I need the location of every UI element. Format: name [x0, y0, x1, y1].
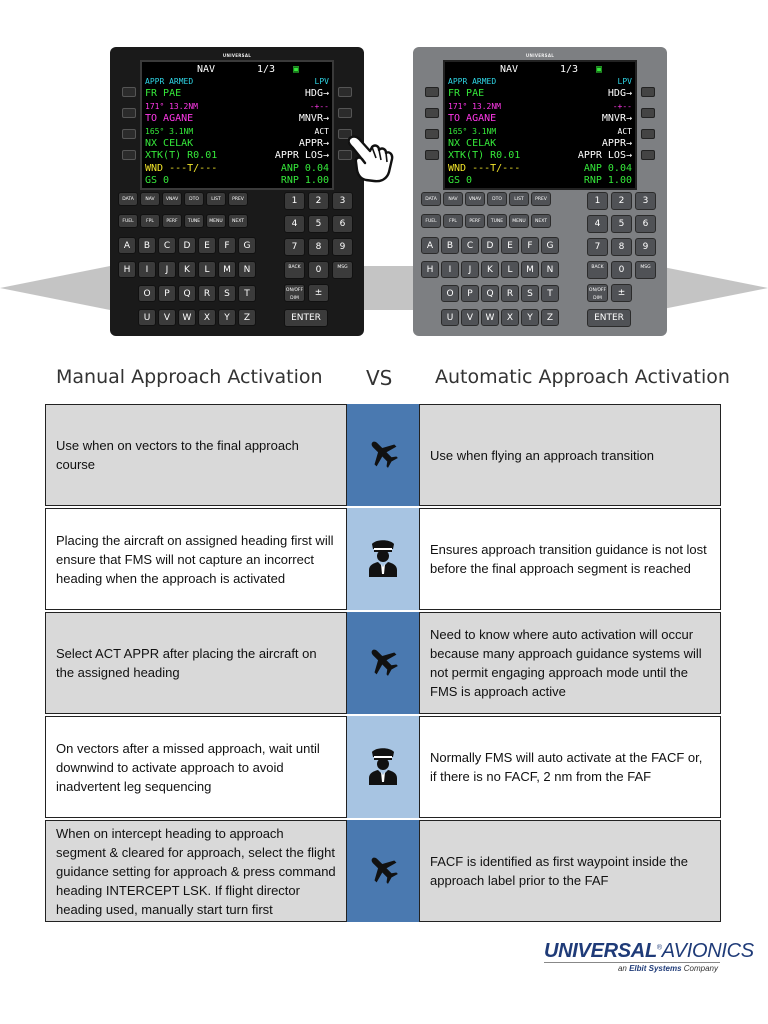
fms-line-right: MNVR→: [601, 113, 632, 125]
universal-avionics-logo: UNIVERSAL®AVIONICS an Elbit Systems Company: [544, 940, 754, 973]
numeric-key[interactable]: 4: [587, 215, 608, 233]
line-select-key-left[interactable]: [425, 108, 439, 118]
fms-line-left: TO AGANE: [145, 113, 194, 125]
alpha-key[interactable]: G: [541, 237, 559, 254]
automatic-cell: [419, 612, 721, 714]
vs-label: VS: [366, 366, 393, 390]
fms-line-right: HDG→: [607, 88, 632, 100]
manual-header: Manual Approach Activation: [56, 366, 323, 388]
fms-line-left: XTK(T) R0.01: [145, 150, 218, 162]
fms-line: [448, 88, 632, 99]
function-key[interactable]: LIST: [509, 192, 529, 206]
alpha-key[interactable]: F: [218, 237, 236, 254]
fms-line: [448, 163, 632, 174]
line-select-key-left[interactable]: [122, 150, 136, 160]
alpha-key[interactable]: Z: [541, 309, 559, 326]
function-key[interactable]: FUEL: [118, 214, 138, 228]
icon-cell: [347, 404, 419, 506]
automatic-text: Normally FMS will auto activate at the FACF or, if there is no FACF, 2 nm from the FAF: [430, 750, 703, 784]
fms-line: [145, 76, 329, 87]
numeric-key[interactable]: MSG: [332, 261, 353, 279]
icon-cell: [347, 820, 419, 922]
alpha-key[interactable]: N: [238, 261, 256, 278]
fms-line: [145, 175, 329, 186]
pilot-icon: [366, 745, 400, 790]
manual-text: Placing the aircraft on assigned heading first will ensure that FMS will not capture an incorrect heading when the approach is activated: [56, 532, 334, 586]
numeric-key[interactable]: 6: [332, 215, 353, 233]
numeric-key[interactable]: 9: [635, 238, 656, 256]
alpha-key[interactable]: U: [138, 309, 156, 326]
alpha-key[interactable]: P: [158, 285, 176, 302]
alpha-key[interactable]: A: [118, 237, 136, 254]
numeric-key[interactable]: 3: [635, 192, 656, 210]
function-key[interactable]: NEXT: [531, 214, 551, 228]
alpha-key[interactable]: Y: [218, 309, 236, 326]
icon-cell: [347, 508, 419, 610]
line-select-key-right[interactable]: [641, 87, 655, 97]
numeric-key[interactable]: 0: [611, 261, 632, 279]
alpha-key[interactable]: Z: [238, 309, 256, 326]
fms-status-box-icon: ▣: [596, 64, 603, 75]
manual-cell: [45, 716, 347, 818]
function-key[interactable]: FUEL: [421, 214, 441, 228]
alpha-key[interactable]: M: [521, 261, 539, 278]
alpha-key[interactable]: D: [178, 237, 196, 254]
alpha-key[interactable]: J: [158, 261, 176, 278]
function-key[interactable]: LIST: [206, 192, 226, 206]
fms-line-right: APPR LOS→: [274, 150, 329, 162]
manual-cell: [45, 404, 347, 506]
manual-text: Select ACT APPR after placing the aircraft on the assigned heading: [56, 646, 317, 680]
function-key[interactable]: VNAV: [465, 192, 485, 206]
line-select-key-right[interactable]: [338, 108, 352, 118]
automatic-cell: [419, 820, 721, 922]
fms-title-row: [145, 64, 329, 75]
fms-title: NAV: [500, 64, 519, 75]
alpha-key[interactable]: O: [138, 285, 156, 302]
fms-line-right: RNP 1.00: [583, 175, 632, 187]
manual-cell: [45, 508, 347, 610]
fms-line: [145, 113, 329, 124]
fms-line-left: 171° 13.2NM: [145, 101, 198, 111]
fms-line: [448, 101, 632, 112]
function-key[interactable]: NAV: [443, 192, 463, 206]
alpha-key[interactable]: L: [198, 261, 216, 278]
alpha-key[interactable]: R: [501, 285, 519, 302]
numeric-key[interactable]: 8: [308, 238, 329, 256]
fms-line: [145, 150, 329, 161]
fms-status-box-icon: ▣: [293, 64, 300, 75]
fms-line-left: FR PAE: [145, 88, 182, 100]
fms-line-left: GS 0: [145, 175, 170, 187]
alpha-key[interactable]: O: [441, 285, 459, 302]
fms-control-unit-manual: [110, 47, 364, 336]
automatic-cell: [419, 716, 721, 818]
fms-line-right: MNVR→: [298, 113, 329, 125]
automatic-text: Ensures approach transition guidance is not lost before the final approach segment is reached: [430, 542, 707, 576]
table-row: [45, 716, 721, 818]
function-key[interactable]: TUNE: [184, 214, 204, 228]
fms-line-left: TO AGANE: [448, 113, 497, 125]
automatic-header: Automatic Approach Activation: [435, 366, 730, 388]
function-key[interactable]: PERF: [465, 214, 485, 228]
fms-brand: UNIVERSAL: [222, 53, 252, 58]
fms-line-left: 165° 3.1NM: [145, 126, 194, 136]
fms-line: [448, 175, 632, 186]
fms-line-right: LPV: [617, 77, 632, 86]
automatic-text: Use when flying an approach transition: [430, 447, 655, 463]
alpha-key[interactable]: Q: [178, 285, 196, 302]
fms-line: [448, 138, 632, 149]
line-select-key-right[interactable]: [641, 150, 655, 160]
fms-line-right: HDG→: [304, 88, 329, 100]
fms-display: [443, 60, 637, 190]
numeric-key[interactable]: ±: [308, 284, 329, 302]
alpha-key[interactable]: V: [158, 309, 176, 326]
function-key[interactable]: VNAV: [162, 192, 182, 206]
table-row: [45, 612, 721, 714]
numeric-key[interactable]: 7: [587, 238, 608, 256]
numeric-key[interactable]: BACK: [284, 261, 305, 279]
automatic-text: Need to know where auto activation will occur because many approach guidance systems will not permit engaging approach mode until the FMS is approach active: [430, 627, 702, 699]
fms-line-right: ANP 0.04: [280, 162, 329, 174]
fms-line: [145, 126, 329, 137]
line-select-key-left[interactable]: [122, 129, 136, 139]
alpha-key[interactable]: B: [138, 237, 156, 254]
function-key[interactable]: MENU: [509, 214, 529, 228]
manual-text: Use when on vectors to the final approach course: [56, 438, 299, 472]
alpha-key[interactable]: M: [218, 261, 236, 278]
fms-keypad: [118, 192, 354, 330]
numeric-key[interactable]: ON/OFF DIM: [587, 284, 608, 302]
automatic-cell: [419, 508, 721, 610]
enter-key[interactable]: ENTER: [587, 309, 631, 327]
numeric-key[interactable]: 3: [332, 192, 353, 210]
numeric-key[interactable]: 2: [611, 192, 632, 210]
function-key[interactable]: FPL: [140, 214, 160, 228]
function-key[interactable]: NAV: [140, 192, 160, 206]
alpha-key[interactable]: T: [238, 285, 256, 302]
numeric-key[interactable]: 0: [308, 261, 329, 279]
alpha-key[interactable]: L: [501, 261, 519, 278]
alpha-key[interactable]: G: [238, 237, 256, 254]
alpha-key[interactable]: H: [118, 261, 136, 278]
alpha-key[interactable]: N: [541, 261, 559, 278]
alpha-key[interactable]: I: [138, 261, 156, 278]
fms-line-right: ACT: [617, 126, 632, 136]
fms-line-left: XTK(T) R0.01: [448, 150, 521, 162]
numeric-key[interactable]: 8: [611, 238, 632, 256]
fms-line: [145, 88, 329, 99]
function-key[interactable]: DTO: [487, 192, 507, 206]
table-row: [45, 508, 721, 610]
line-select-key-right[interactable]: [641, 108, 655, 118]
alpha-key[interactable]: H: [421, 261, 439, 278]
table-row: [45, 820, 721, 922]
fms-line-left: WND ---T/---: [448, 162, 521, 174]
fms-line-right: ANP 0.04: [583, 162, 632, 174]
fms-line-left: APPR ARMED: [448, 77, 497, 86]
line-select-key-right[interactable]: [641, 129, 655, 139]
manual-text: On vectors after a missed approach, wait until downwind to activate approach to avoid inadvertent leg sequencing: [56, 740, 320, 794]
function-key[interactable]: NEXT: [228, 214, 248, 228]
numeric-key[interactable]: 4: [284, 215, 305, 233]
fms-keypad: [421, 192, 657, 330]
automatic-cell: [419, 404, 721, 506]
numeric-key[interactable]: 9: [332, 238, 353, 256]
numeric-key[interactable]: 6: [635, 215, 656, 233]
fms-title-row: [448, 64, 632, 75]
fms-title: NAV: [197, 64, 216, 75]
comparison-table: [45, 404, 721, 924]
function-key[interactable]: TUNE: [487, 214, 507, 228]
fms-line-right: -+--: [612, 101, 632, 111]
alpha-key[interactable]: U: [441, 309, 459, 326]
numeric-key[interactable]: 2: [308, 192, 329, 210]
alpha-key[interactable]: K: [178, 261, 196, 278]
function-key[interactable]: DATA: [118, 192, 138, 206]
alpha-key[interactable]: P: [461, 285, 479, 302]
fms-line-left: APPR ARMED: [145, 77, 194, 86]
fms-line: [145, 101, 329, 112]
alpha-key[interactable]: E: [198, 237, 216, 254]
manual-text: When on intercept heading to approach segment & cleared for approach, select the flight guidance setting for approach & press command heading INTERCEPT LSK. If flight director heading used, manually start turn first: [56, 825, 336, 917]
numeric-key[interactable]: 5: [308, 215, 329, 233]
airplane-icon: [366, 852, 400, 891]
alpha-key[interactable]: W: [481, 309, 499, 326]
function-key[interactable]: PREV: [531, 192, 551, 206]
fms-brand: UNIVERSAL: [525, 53, 555, 58]
fms-line: [448, 150, 632, 161]
fms-line-left: 165° 3.1NM: [448, 126, 497, 136]
fms-line: [448, 113, 632, 124]
function-key[interactable]: DTO: [184, 192, 204, 206]
alpha-key[interactable]: S: [218, 285, 236, 302]
manual-cell: [45, 820, 347, 922]
alpha-key[interactable]: V: [461, 309, 479, 326]
fms-line-right: APPR→: [298, 138, 329, 149]
numeric-key[interactable]: BACK: [587, 261, 608, 279]
alpha-key[interactable]: Y: [521, 309, 539, 326]
fms-line-left: NX CELAK: [145, 138, 194, 149]
line-select-key-left[interactable]: [425, 129, 439, 139]
fms-line-right: APPR→: [601, 138, 632, 149]
fms-line-right: ACT: [314, 126, 329, 136]
pointing-hand-icon: [348, 132, 396, 184]
fms-line-left: GS 0: [448, 175, 473, 187]
line-select-key-left[interactable]: [122, 108, 136, 118]
function-key[interactable]: PERF: [162, 214, 182, 228]
fms-line: [448, 76, 632, 87]
pilot-icon: [366, 537, 400, 582]
alpha-key[interactable]: J: [461, 261, 479, 278]
alpha-key[interactable]: X: [501, 309, 519, 326]
icon-cell: [347, 612, 419, 714]
numeric-key[interactable]: 7: [284, 238, 305, 256]
alpha-key[interactable]: B: [441, 237, 459, 254]
function-key[interactable]: DATA: [421, 192, 441, 206]
numeric-key[interactable]: 1: [587, 192, 608, 210]
numeric-key[interactable]: MSG: [635, 261, 656, 279]
enter-key[interactable]: ENTER: [284, 309, 328, 327]
fms-line-right: APPR LOS→: [577, 150, 632, 162]
airplane-icon: [366, 644, 400, 683]
function-key[interactable]: PREV: [228, 192, 248, 206]
line-select-key-left[interactable]: [425, 150, 439, 160]
fms-control-unit-automatic: [413, 47, 667, 336]
alpha-key[interactable]: A: [421, 237, 439, 254]
icon-cell: [347, 716, 419, 818]
fms-line-left: FR PAE: [448, 88, 485, 100]
numeric-key[interactable]: 5: [611, 215, 632, 233]
line-select-key-left[interactable]: [122, 87, 136, 97]
alpha-key[interactable]: Q: [481, 285, 499, 302]
alpha-key[interactable]: W: [178, 309, 196, 326]
line-select-key-left[interactable]: [425, 87, 439, 97]
fms-line-left: 171° 13.2NM: [448, 101, 501, 111]
fms-line: [448, 126, 632, 137]
fms-page-number: 1/3: [257, 64, 276, 75]
fms-line: [145, 138, 329, 149]
fms-line: [145, 163, 329, 174]
function-key[interactable]: FPL: [443, 214, 463, 228]
numeric-key[interactable]: ±: [611, 284, 632, 302]
alpha-key[interactable]: F: [521, 237, 539, 254]
alpha-key[interactable]: D: [481, 237, 499, 254]
alpha-key[interactable]: C: [158, 237, 176, 254]
numeric-key[interactable]: 1: [284, 192, 305, 210]
numeric-key[interactable]: ON/OFF DIM: [284, 284, 305, 302]
fms-page-number: 1/3: [560, 64, 579, 75]
fms-line-right: LPV: [314, 77, 329, 86]
table-row: [45, 404, 721, 506]
alpha-key[interactable]: E: [501, 237, 519, 254]
alpha-key[interactable]: I: [441, 261, 459, 278]
alpha-key[interactable]: R: [198, 285, 216, 302]
function-key[interactable]: MENU: [206, 214, 226, 228]
manual-cell: [45, 612, 347, 714]
airplane-icon: [366, 436, 400, 475]
fms-line-left: NX CELAK: [448, 138, 497, 149]
fms-line-right: RNP 1.00: [280, 175, 329, 187]
fms-line-left: WND ---T/---: [145, 162, 218, 174]
alpha-key[interactable]: C: [461, 237, 479, 254]
alpha-key[interactable]: K: [481, 261, 499, 278]
alpha-key[interactable]: S: [521, 285, 539, 302]
fms-line-right: -+--: [309, 101, 329, 111]
line-select-key-right[interactable]: [338, 87, 352, 97]
automatic-text: FACF is identified as first waypoint inside the approach label prior to the FAF: [430, 854, 688, 888]
alpha-key[interactable]: T: [541, 285, 559, 302]
fms-display: [140, 60, 334, 190]
alpha-key[interactable]: X: [198, 309, 216, 326]
